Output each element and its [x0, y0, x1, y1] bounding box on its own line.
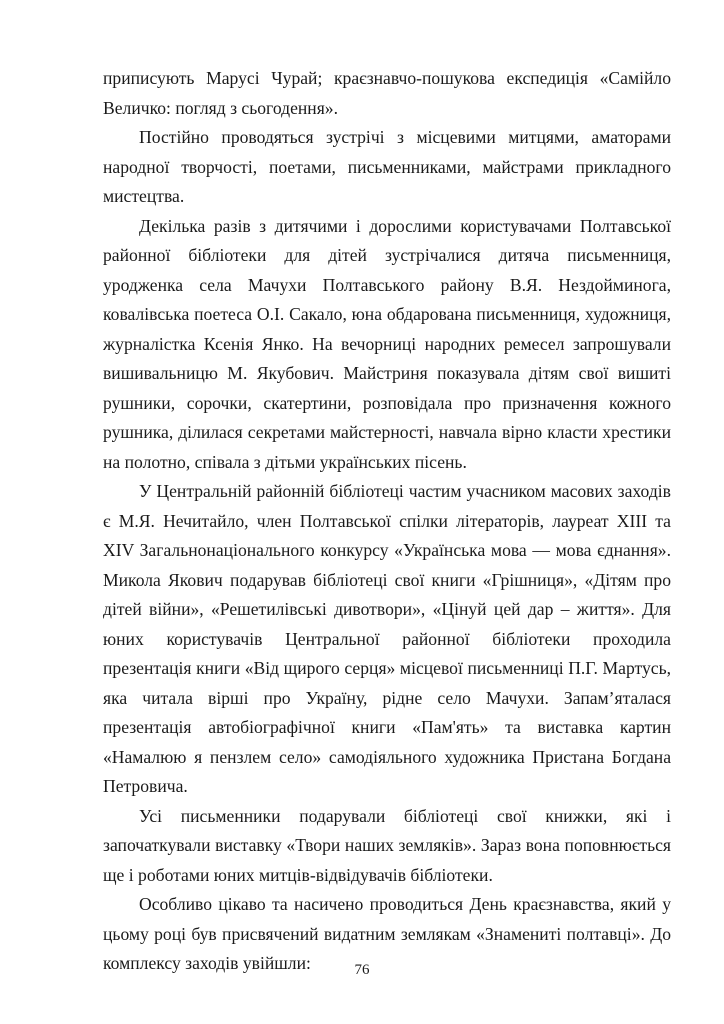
paragraph-1: приписують Марусі Чурай; краєзнавчо-пошукова експедиція «Самійло Величко: погляд з сьогодення».: [103, 68, 671, 118]
paragraph-6: Особливо цікаво та насичено проводиться День краєзнавства, який у цьому році був присвячений видатним землякам «Знамениті полтавці». До комплексу заходів увійшли:: [103, 894, 671, 973]
paragraph-5: Усі письменники подарували бібліотеці свої книжки, які і започаткували виставку «Твори наших земляків». Зараз вона поповнюється ще і роботами юних митців-відвідувачів бібліотеки.: [103, 805, 671, 885]
page-number: 76: [354, 962, 370, 978]
paragraph-4: У Центральній районній бібліотеці частим учасником масових заходів є М.Я. Нечитайло, член Полтавської спілки літераторів, лауреат XIII та XIV Загальнонаціонального конкурсу «Українська мова — мова єднання». Микола Якович подарував бібліотеці свої книги «Грішниця», «Дітям про дітей війни», «Решетилівські дивотвори», «Цінуй цей дар – життя». Для юних користувачів Центральної районної бібліотеки проходила презентація книги «Від щирого серця» місцевої письменниці П.Г. Мартусь, яка читала вірші про Україну, рідне село Мачухи. Запам’яталася презентація автобіографічної книги «Пам'ять» та виставка картин «Намалюю я пензлем село» самодіяльного художника Пристана Богдана Петровича.: [103, 481, 671, 796]
paragraph-3: Декілька разів з дитячими і дорослими користувачами Полтавської районної бібліотеки для дітей зустрічалися дитяча письменниця, уродженка села Мачухи Полтавського району В.Я. Нездойминога, ковалівська поетеса О.І. Сакало, юна обдарована письменниця, художниця, журналістка Ксенія Янко. На вечорниці народних ремесел запрошували вишивальницю М. Якубович. Майстриня показувала дітям свої вишиті рушники, сорочки, скатертини, розповідала про призначення кожного рушника, ділилася секретами майстерності, навчала вірно класти хрестики на полотно, співала з дітьми українських пісень.: [103, 215, 671, 472]
document-body: [103, 64, 671, 979]
paragraph-2: Постійно проводяться зустрічі з місцевими митцями, аматорами народної творчості, поетами, письменниками, майстрами прикладного мистецтва.: [103, 127, 671, 206]
